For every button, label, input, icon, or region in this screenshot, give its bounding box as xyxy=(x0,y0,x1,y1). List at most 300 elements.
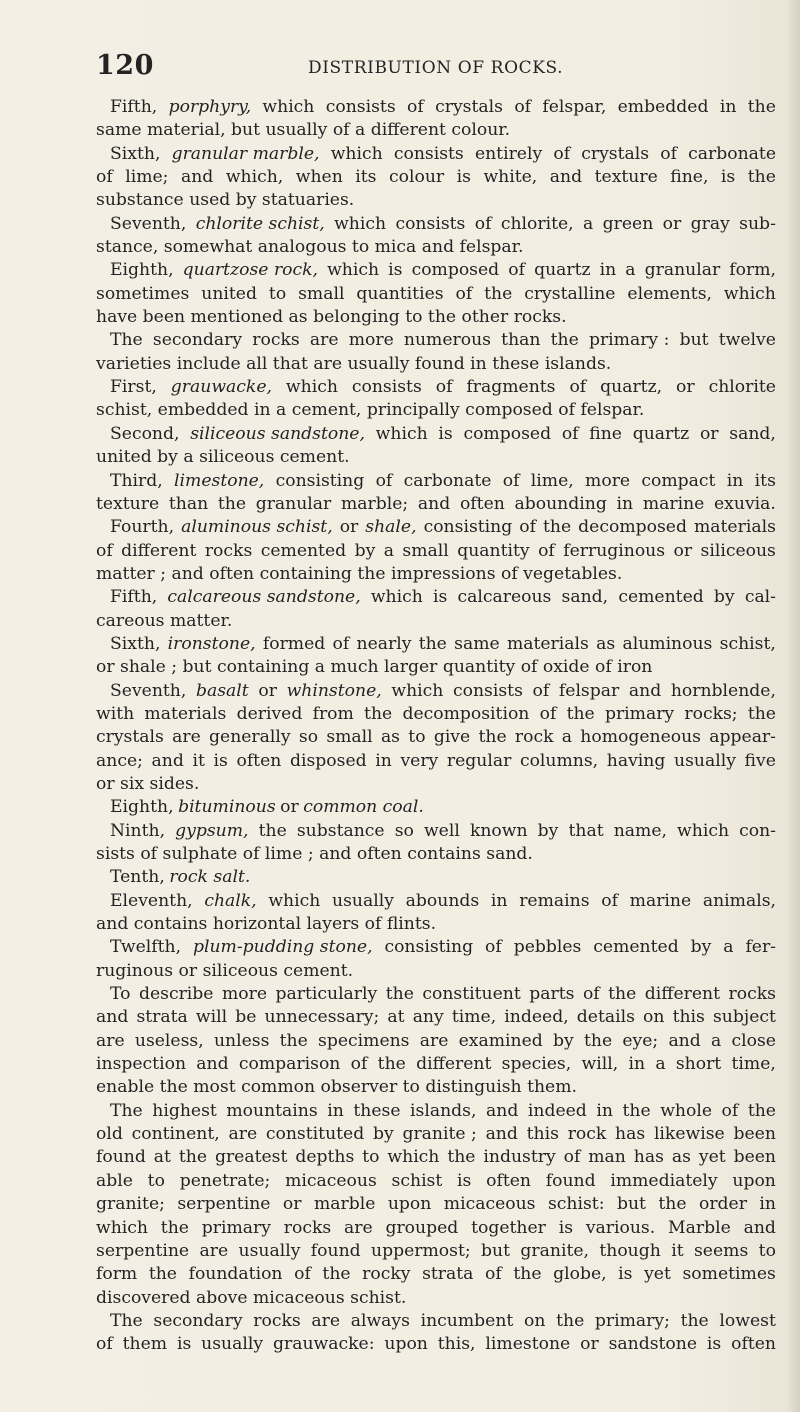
text-segment: upon xyxy=(387,1194,432,1215)
text-segment: Sixth, xyxy=(110,633,161,654)
text-segment: to xyxy=(758,1240,776,1261)
text-segment: cemented xyxy=(618,587,704,608)
text-segment: the xyxy=(148,1264,177,1285)
text-segment: of xyxy=(485,937,502,958)
text-segment: the xyxy=(364,703,393,724)
text-segment: a xyxy=(655,1054,666,1075)
text-segment: united xyxy=(201,283,257,304)
text-segment: entirely xyxy=(474,143,543,164)
text-segment: the xyxy=(622,1100,651,1121)
text-segment: more xyxy=(585,470,631,491)
text-segment: specimens xyxy=(318,1030,410,1051)
text-segment: Tenth, xyxy=(110,867,165,888)
text-segment: upon xyxy=(732,1170,776,1191)
text-segment: sometimes xyxy=(96,283,190,304)
text-segment: is xyxy=(213,750,228,771)
text-segment: of xyxy=(563,1147,581,1168)
text-segment: unnecessary; xyxy=(264,1007,380,1028)
text-segment: by xyxy=(690,937,712,958)
text-segment: colour xyxy=(389,167,445,188)
text-segment: is xyxy=(456,167,471,188)
text-segment: comparison xyxy=(238,1054,341,1075)
text-segment: as xyxy=(671,1147,691,1168)
text-segment: consists xyxy=(452,680,523,701)
text-segment: granular xyxy=(255,493,332,514)
text-segment: which xyxy=(677,820,730,841)
text-segment: a xyxy=(723,937,734,958)
text-segment: Second, xyxy=(110,423,180,444)
text-segment: a xyxy=(625,260,636,281)
text-segment: found xyxy=(545,1170,596,1191)
text-line xyxy=(96,470,776,493)
text-segment: Twelfth, xyxy=(110,937,182,958)
text-segment: The xyxy=(110,1310,143,1331)
text-segment: secondary xyxy=(152,330,243,351)
italic-term: calcareous sandstone, xyxy=(167,587,361,608)
text-segment: with xyxy=(96,703,135,724)
text-segment: quantities xyxy=(356,283,444,304)
text-segment: or six sides. xyxy=(96,773,200,794)
text-segment: or xyxy=(280,797,299,818)
text-segment: are xyxy=(311,1310,341,1331)
text-segment: which xyxy=(330,143,383,164)
text-line xyxy=(96,1287,776,1310)
text-segment: of xyxy=(582,984,600,1005)
text-line xyxy=(96,166,776,189)
text-segment: hornblende, xyxy=(670,680,776,701)
text-segment: are xyxy=(199,1240,229,1261)
text-segment: eye; xyxy=(622,1030,659,1051)
text-line xyxy=(96,1333,776,1356)
text-segment: the xyxy=(279,1030,308,1051)
text-segment: time, xyxy=(451,1007,497,1028)
text-segment: from xyxy=(312,703,354,724)
text-segment: to xyxy=(147,1170,165,1191)
text-segment: of xyxy=(455,283,473,304)
text-segment: upon xyxy=(384,1334,428,1355)
text-line xyxy=(96,820,776,843)
text-line xyxy=(96,563,776,586)
text-segment: Eleventh, xyxy=(110,890,193,911)
text-segment: remains xyxy=(519,890,590,911)
text-segment: in xyxy=(327,1100,344,1121)
text-segment: sandstone xyxy=(608,1334,698,1355)
text-segment: which xyxy=(334,213,387,234)
text-segment: sub- xyxy=(739,213,776,234)
text-segment: the xyxy=(583,1030,613,1051)
text-segment: the xyxy=(747,97,776,117)
text-segment: in xyxy=(628,1054,646,1075)
text-segment: or xyxy=(339,517,359,538)
text-segment: are xyxy=(309,330,339,351)
page-header xyxy=(96,50,776,82)
text-segment: the xyxy=(513,1264,542,1285)
text-segment: mountains xyxy=(226,1100,318,1121)
text-segment: and xyxy=(417,493,451,514)
text-segment: granite; xyxy=(96,1194,165,1215)
text-segment: micaceous xyxy=(285,1170,377,1191)
text-segment: of xyxy=(485,1264,502,1285)
text-segment: animals, xyxy=(702,890,776,911)
text-segment: or xyxy=(580,1334,599,1355)
text-segment: aluminous xyxy=(622,633,713,654)
text-segment: rocks; xyxy=(684,703,738,724)
text-segment: of xyxy=(553,143,571,164)
text-segment: and xyxy=(180,167,214,188)
text-segment: secondary xyxy=(153,1310,243,1331)
text-segment: the xyxy=(543,517,572,538)
text-segment: and xyxy=(486,1100,519,1121)
text-line xyxy=(96,913,776,936)
text-segment: yet xyxy=(698,1147,726,1168)
text-line xyxy=(96,1263,776,1286)
text-segment: serpentine xyxy=(177,1194,271,1215)
text-segment: of xyxy=(519,517,536,538)
text-segment: on xyxy=(643,1007,665,1028)
text-segment: a xyxy=(711,1030,722,1051)
text-segment: quantity xyxy=(457,540,530,561)
text-segment: than xyxy=(501,330,541,351)
text-segment: will, xyxy=(581,1054,619,1075)
text-segment: the xyxy=(566,703,595,724)
text-segment: felspar xyxy=(558,680,620,701)
text-segment: able xyxy=(96,1170,133,1191)
text-segment: which xyxy=(370,587,423,608)
text-segment: seems xyxy=(693,1240,749,1261)
text-segment: the xyxy=(747,167,776,188)
text-segment: micaceous xyxy=(443,1194,536,1215)
text-segment: schist, embedded in a cement, principally composed of felspar. xyxy=(96,400,645,421)
italic-term: ironstone, xyxy=(167,633,256,654)
text-segment: small xyxy=(326,727,373,748)
text-segment: or xyxy=(662,213,682,234)
text-segment: disposed xyxy=(289,750,367,771)
text-segment: is xyxy=(176,1334,192,1355)
text-segment: same material, but usually of a different colour. xyxy=(96,120,511,141)
text-segment: Ninth, xyxy=(110,820,166,841)
text-segment: of xyxy=(532,680,550,701)
text-segment: been xyxy=(733,1124,776,1145)
text-segment: of xyxy=(601,890,618,911)
text-segment: has xyxy=(615,1124,646,1145)
text-segment: found xyxy=(310,1240,361,1261)
text-segment: of xyxy=(502,470,520,491)
text-line xyxy=(96,796,776,819)
text-line xyxy=(96,306,776,329)
text-segment: columns, xyxy=(519,750,599,771)
text-segment: same xyxy=(454,633,500,654)
text-segment: composed xyxy=(463,423,552,444)
text-segment: Third, xyxy=(110,470,163,491)
text-line xyxy=(96,983,776,1006)
text-segment: pebbles xyxy=(513,937,582,958)
text-line xyxy=(96,1030,776,1053)
text-segment: primary xyxy=(604,703,675,724)
text-segment: to xyxy=(408,727,426,748)
text-segment: on xyxy=(524,1310,546,1331)
text-line xyxy=(96,96,776,119)
text-segment: schist xyxy=(391,1170,443,1191)
text-segment: compact xyxy=(641,470,716,491)
text-segment: Fourth, xyxy=(110,517,175,538)
text-segment: stance, somewhat analogous to mica and felspar. xyxy=(96,237,524,258)
text-segment: though xyxy=(599,1240,661,1261)
text-segment: describe xyxy=(138,984,214,1005)
text-segment: of xyxy=(375,470,393,491)
text-segment: in xyxy=(726,470,744,491)
text-segment: by xyxy=(537,820,559,841)
text-segment: of xyxy=(474,213,492,234)
text-segment: varieties include all that are usually found in these islands. xyxy=(96,353,612,374)
text-segment: gray xyxy=(690,213,730,234)
italic-term: plum-pudding stone, xyxy=(192,937,373,958)
text-segment: derived xyxy=(236,703,303,724)
text-segment: materials xyxy=(144,703,227,724)
text-segment: Eighth, xyxy=(110,260,174,281)
text-segment: form xyxy=(96,1264,138,1285)
text-segment: and xyxy=(196,1054,229,1075)
text-segment: that xyxy=(568,820,604,841)
text-segment: in xyxy=(490,890,508,911)
text-segment: usually xyxy=(674,750,736,771)
text-segment: which xyxy=(285,377,338,398)
text-segment: by xyxy=(713,587,735,608)
text-line xyxy=(96,259,776,282)
text-segment: consists xyxy=(395,213,466,234)
text-segment: The xyxy=(110,1100,143,1121)
text-segment: will xyxy=(195,1007,228,1028)
text-segment: give xyxy=(433,727,471,748)
italic-term: grauwacke, xyxy=(170,377,272,398)
text-segment: at xyxy=(153,1147,171,1168)
text-line xyxy=(96,1217,776,1240)
text-segment: and xyxy=(668,1030,701,1051)
text-segment: lowest xyxy=(719,1310,776,1331)
text-segment: parts xyxy=(529,984,575,1005)
text-segment: schist, xyxy=(719,633,776,654)
text-segment: which xyxy=(723,283,776,304)
italic-term: limestone, xyxy=(174,470,265,491)
text-segment: primary; xyxy=(594,1310,670,1331)
text-segment: of xyxy=(561,423,579,444)
text-segment: constituted xyxy=(265,1124,365,1145)
italic-term: porphyry, xyxy=(168,97,252,117)
text-segment: the xyxy=(478,727,507,748)
text-segment: the xyxy=(418,633,447,654)
text-segment: form, xyxy=(729,260,776,281)
text-segment: united by a siliceous cement. xyxy=(96,447,350,468)
text-segment: industry xyxy=(483,1147,556,1168)
text-line xyxy=(96,353,776,376)
text-segment: are xyxy=(344,1217,373,1238)
italic-term: bituminous xyxy=(178,797,276,818)
text-line xyxy=(96,1170,776,1193)
text-segment: details xyxy=(576,1007,635,1028)
text-segment: granular xyxy=(644,260,721,281)
text-segment: highest xyxy=(152,1100,217,1121)
text-segment: limestone xyxy=(485,1334,571,1355)
text-segment: small xyxy=(402,540,449,561)
text-segment: crystals xyxy=(96,727,164,748)
text-segment: and xyxy=(485,1124,518,1145)
text-segment: are xyxy=(419,1030,449,1051)
text-segment: fine, xyxy=(670,167,709,188)
text-segment: ruginous or siliceous cement. xyxy=(96,960,354,981)
text-segment: in xyxy=(375,750,392,771)
text-segment: strata xyxy=(136,1007,188,1028)
text-segment: uppermost; xyxy=(371,1240,471,1261)
text-segment: is xyxy=(457,1170,472,1191)
text-segment: in xyxy=(759,1194,776,1215)
text-segment: rocks xyxy=(204,540,253,561)
text-segment: a xyxy=(583,213,594,234)
text-segment: has xyxy=(633,1147,664,1168)
text-segment: composed xyxy=(411,260,500,281)
text-line xyxy=(96,633,776,656)
text-segment: the xyxy=(160,1217,189,1238)
text-segment: substance used by statuaries. xyxy=(96,190,355,211)
text-segment: whole xyxy=(660,1100,712,1121)
text-segment: foundation xyxy=(188,1264,283,1285)
text-segment: marble xyxy=(313,1194,376,1215)
text-segment: order xyxy=(698,1194,747,1215)
text-segment: Seventh, xyxy=(110,213,187,234)
text-segment: the xyxy=(608,984,637,1005)
text-segment: rocks xyxy=(252,330,300,351)
text-segment: cemented xyxy=(593,937,679,958)
text-segment: which, xyxy=(225,167,284,188)
text-segment: more xyxy=(348,330,394,351)
text-line xyxy=(96,1100,776,1123)
text-segment: or xyxy=(676,377,695,398)
text-segment: well xyxy=(423,820,460,841)
text-segment: immediately xyxy=(610,1170,718,1191)
text-segment: of xyxy=(407,97,424,117)
text-segment: felspar, xyxy=(542,97,607,117)
text-segment: have been mentioned as belonging to the other rocks. xyxy=(96,307,567,328)
text-segment: the xyxy=(322,1264,351,1285)
text-segment: the xyxy=(550,330,579,351)
text-segment: of xyxy=(538,540,555,561)
text-segment: this xyxy=(672,1007,705,1028)
text-segment: together xyxy=(471,1217,546,1238)
text-line xyxy=(96,446,776,469)
text-line xyxy=(96,423,776,446)
italic-term: rock salt. xyxy=(169,867,251,888)
text-line xyxy=(96,143,776,166)
text-segment: sand, xyxy=(561,587,609,608)
text-segment: careous matter. xyxy=(96,610,233,631)
text-segment: continent, xyxy=(131,1124,220,1145)
text-segment: the xyxy=(258,820,287,841)
text-segment: crystalline xyxy=(524,283,616,304)
text-segment: islands, xyxy=(410,1100,477,1121)
italic-term: chlorite schist, xyxy=(195,213,325,234)
text-segment: in xyxy=(719,97,737,117)
body-text xyxy=(96,96,776,1357)
text-segment: often xyxy=(236,750,282,771)
text-segment: or xyxy=(699,423,719,444)
text-segment: of xyxy=(350,1054,368,1075)
text-segment: the xyxy=(447,1147,476,1168)
text-line xyxy=(96,329,776,352)
text-segment: is xyxy=(618,1264,633,1285)
text-segment: primary xyxy=(201,1217,271,1238)
text-segment: at xyxy=(387,1007,405,1028)
text-segment: numerous xyxy=(403,330,491,351)
text-segment: fer- xyxy=(745,937,776,958)
text-segment: old xyxy=(96,1124,123,1145)
text-segment: quartz xyxy=(632,423,690,444)
text-segment: more xyxy=(221,984,268,1005)
text-segment: often xyxy=(731,1334,776,1355)
text-segment: of xyxy=(332,633,350,654)
text-segment: of xyxy=(569,377,587,398)
text-line xyxy=(96,1146,776,1169)
text-segment: texture xyxy=(96,493,160,514)
text-segment: calcareous xyxy=(457,587,552,608)
text-segment: which xyxy=(391,680,444,701)
text-segment: carbonate xyxy=(688,143,776,164)
text-line xyxy=(96,1053,776,1076)
text-segment: various. xyxy=(585,1217,656,1238)
text-line xyxy=(96,866,776,889)
text-segment: and xyxy=(549,167,583,188)
text-segment: often xyxy=(486,1170,531,1191)
text-segment: of xyxy=(96,1334,113,1355)
text-segment: consists xyxy=(393,143,464,164)
text-segment: materials xyxy=(693,517,776,538)
text-segment: small xyxy=(298,283,345,304)
text-segment: rocks xyxy=(253,1310,301,1331)
text-segment: fine xyxy=(589,423,622,444)
text-segment: any xyxy=(412,1007,444,1028)
text-segment: it xyxy=(671,1240,684,1261)
italic-term: shale, xyxy=(365,517,417,538)
text-segment: of xyxy=(96,167,113,188)
text-segment: been xyxy=(733,1147,776,1168)
text-segment: the xyxy=(217,493,246,514)
text-segment: is xyxy=(438,423,453,444)
text-segment: are xyxy=(228,1124,258,1145)
text-segment: sand, xyxy=(729,423,776,444)
text-line xyxy=(96,516,776,539)
text-segment: this, xyxy=(437,1334,476,1355)
text-segment: the xyxy=(484,283,513,304)
text-segment: unless xyxy=(213,1030,270,1051)
text-segment: Fifth, xyxy=(110,587,158,608)
text-segment: or shale ; but containing a much larger quantity of oxide of iron xyxy=(96,657,653,678)
text-line xyxy=(96,540,776,563)
text-segment: carbonate xyxy=(403,470,492,491)
text-segment: are xyxy=(96,1030,125,1051)
text-segment: is xyxy=(388,260,403,281)
text-segment: elements, xyxy=(627,283,712,304)
text-segment: be xyxy=(235,1007,257,1028)
text-segment: of xyxy=(508,260,525,281)
text-segment: schist: xyxy=(547,1194,605,1215)
text-segment: abounds xyxy=(405,890,480,911)
text-segment: primary : xyxy=(588,330,670,351)
text-segment: in xyxy=(596,1100,613,1121)
text-segment: matter ; and often containing the impressions of vegetables. xyxy=(96,563,623,584)
italic-term: quartzose rock, xyxy=(182,260,319,281)
text-segment: which xyxy=(268,890,321,911)
text-segment: serpentine xyxy=(96,1240,190,1261)
text-segment: of xyxy=(660,143,677,164)
text-segment: of xyxy=(721,1100,739,1121)
text-segment: grauwacke: xyxy=(272,1334,375,1355)
